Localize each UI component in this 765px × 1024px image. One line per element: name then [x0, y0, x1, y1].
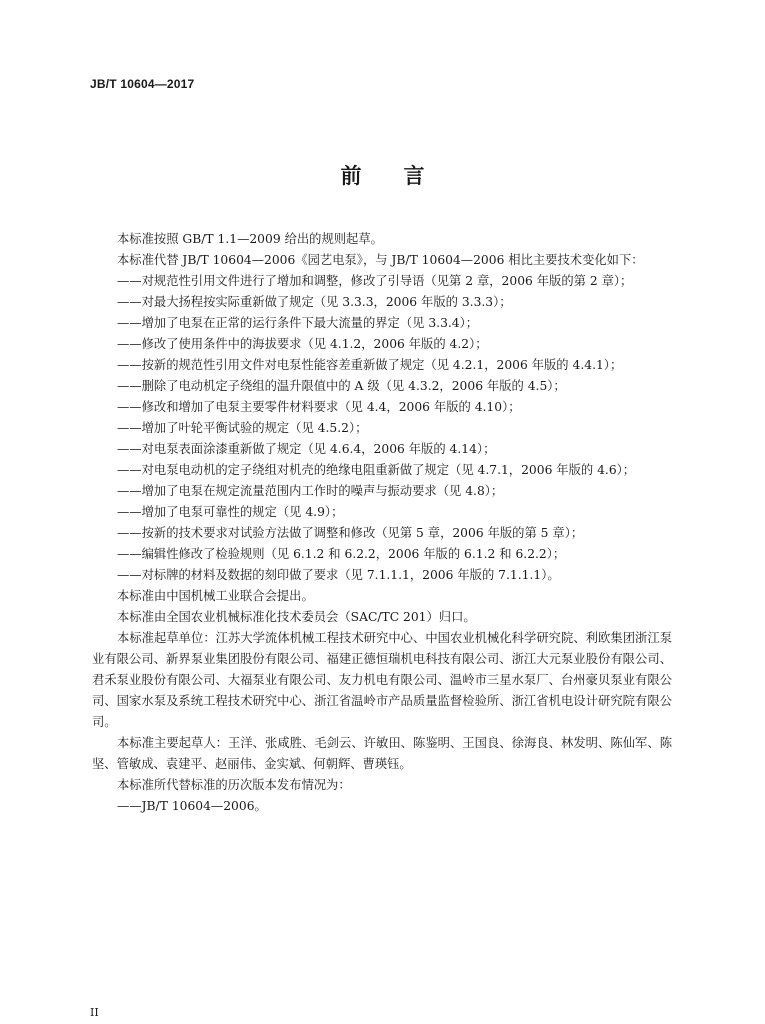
change-item: ——增加了叶轮平衡试验的规定（见 4.5.2）；	[117, 421, 368, 435]
change-item: ——对电泵表面涂漆重新做了规定（见 4.6.4，2006 年版的 4.14）；	[117, 442, 496, 456]
drafters-paragraph: 本标准主要起草人：王洋、张咸胜、毛剑云、许敏田、陈鉴明、王国良、徐海良、林发明、陈仙军、陈坚、管敏成、袁建平、赵丽伟、金实斌、何朝辉、曹瑛钰。	[92, 736, 672, 771]
paragraph-line: 本标准代替 JB/T 10604—2006《园艺电泵》，与 JB/T 10604—2006 相比主要技术变化如下：	[117, 253, 644, 267]
change-item: ——增加了电泵在正常的运行条件下最大流量的界定（见 3.3.4）；	[117, 316, 479, 330]
paragraph-line: 本标准按照 GB/T 1.1—2009 给出的规则起草。	[117, 232, 383, 246]
paragraph-line: 本标准由全国农业机械标准化技术委员会（SAC/TC 201）归口。	[117, 610, 476, 624]
page-number: II	[90, 1006, 99, 1019]
change-item: ——增加了电泵可靠性的规定（见 4.9）；	[117, 505, 344, 519]
history-intro: 本标准所代替标准的历次版本发布情况为：	[117, 778, 351, 792]
change-item: ——按新的技术要求对试验方法做了调整和修改（见第 5 章，2006 年版的第 5 章）；	[117, 526, 584, 540]
change-item: ——增加了电泵在规定流量范围内工作时的噪声与振动要求（见 4.8）；	[117, 484, 504, 498]
history-item: ——JB/T 10604—2006。	[117, 799, 267, 813]
foreword-body	[92, 229, 673, 817]
change-item: ——修改了使用条件中的海拔要求（见 4.1.2，2006 年版的 4.2）；	[117, 337, 488, 351]
change-item: ——修改和增加了电泵主要零件材料要求（见 4.4，2006 年版的 4.10）；	[117, 400, 521, 414]
change-item: ——删除了电动机定子绕组的温升限值中的 A 级（见 4.3.2，2006 年版的 4.5）；	[117, 379, 566, 393]
change-item: ——对标牌的材料及数据的刻印做了要求（见 7.1.1.1，2006 年版的 7.1.1.1）。	[117, 568, 560, 582]
change-item: ——对规范性引用文件进行了增加和调整，修改了引导语（见第 2 章，2006 年版的第 2 章）；	[117, 274, 633, 288]
standard-number: JB/T 10604—2017	[90, 77, 195, 91]
page-title: 前言	[340, 164, 467, 188]
paragraph-line: 本标准由中国机械工业联合会提出。	[117, 589, 314, 603]
drafting-units-paragraph: 本标准起草单位：江苏大学流体机械工程技术研究中心、中国农业机械化科学研究院、利欧集团浙江泵业有限公司、新界泵业集团股份有限公司、福建正德恒瑞机电科技有限公司、浙江大元泵业股份有限公司、君禾泵业股份有限公司、大福泵业有限公司、友力机电有限公司、温岭市三星水泵厂、台州豪贝泵业有限公司、国家水泵及系统工程技术研究中心、浙江省温岭市产品质量监督检验所、浙江省机电设计研究院有限公司。	[92, 631, 672, 729]
change-item: ——按新的规范性引用文件对电泵性能容差重新做了规定（见 4.2.1，2006 年版的 4.4.1）；	[117, 358, 623, 372]
change-item: ——对电泵电动机的定子绕组对机壳的绝缘电阻重新做了规定（见 4.7.1，2006 年版的 4.6）；	[117, 463, 636, 477]
change-item: ——对最大扬程按实际重新做了规定（见 3.3.3，2006 年版的 3.3.3）；	[117, 295, 512, 309]
change-item: ——编辑性修改了检验规则（见 6.1.2 和 6.2.2，2006 年版的 6.1.2 和 6.2.2）；	[117, 547, 566, 561]
